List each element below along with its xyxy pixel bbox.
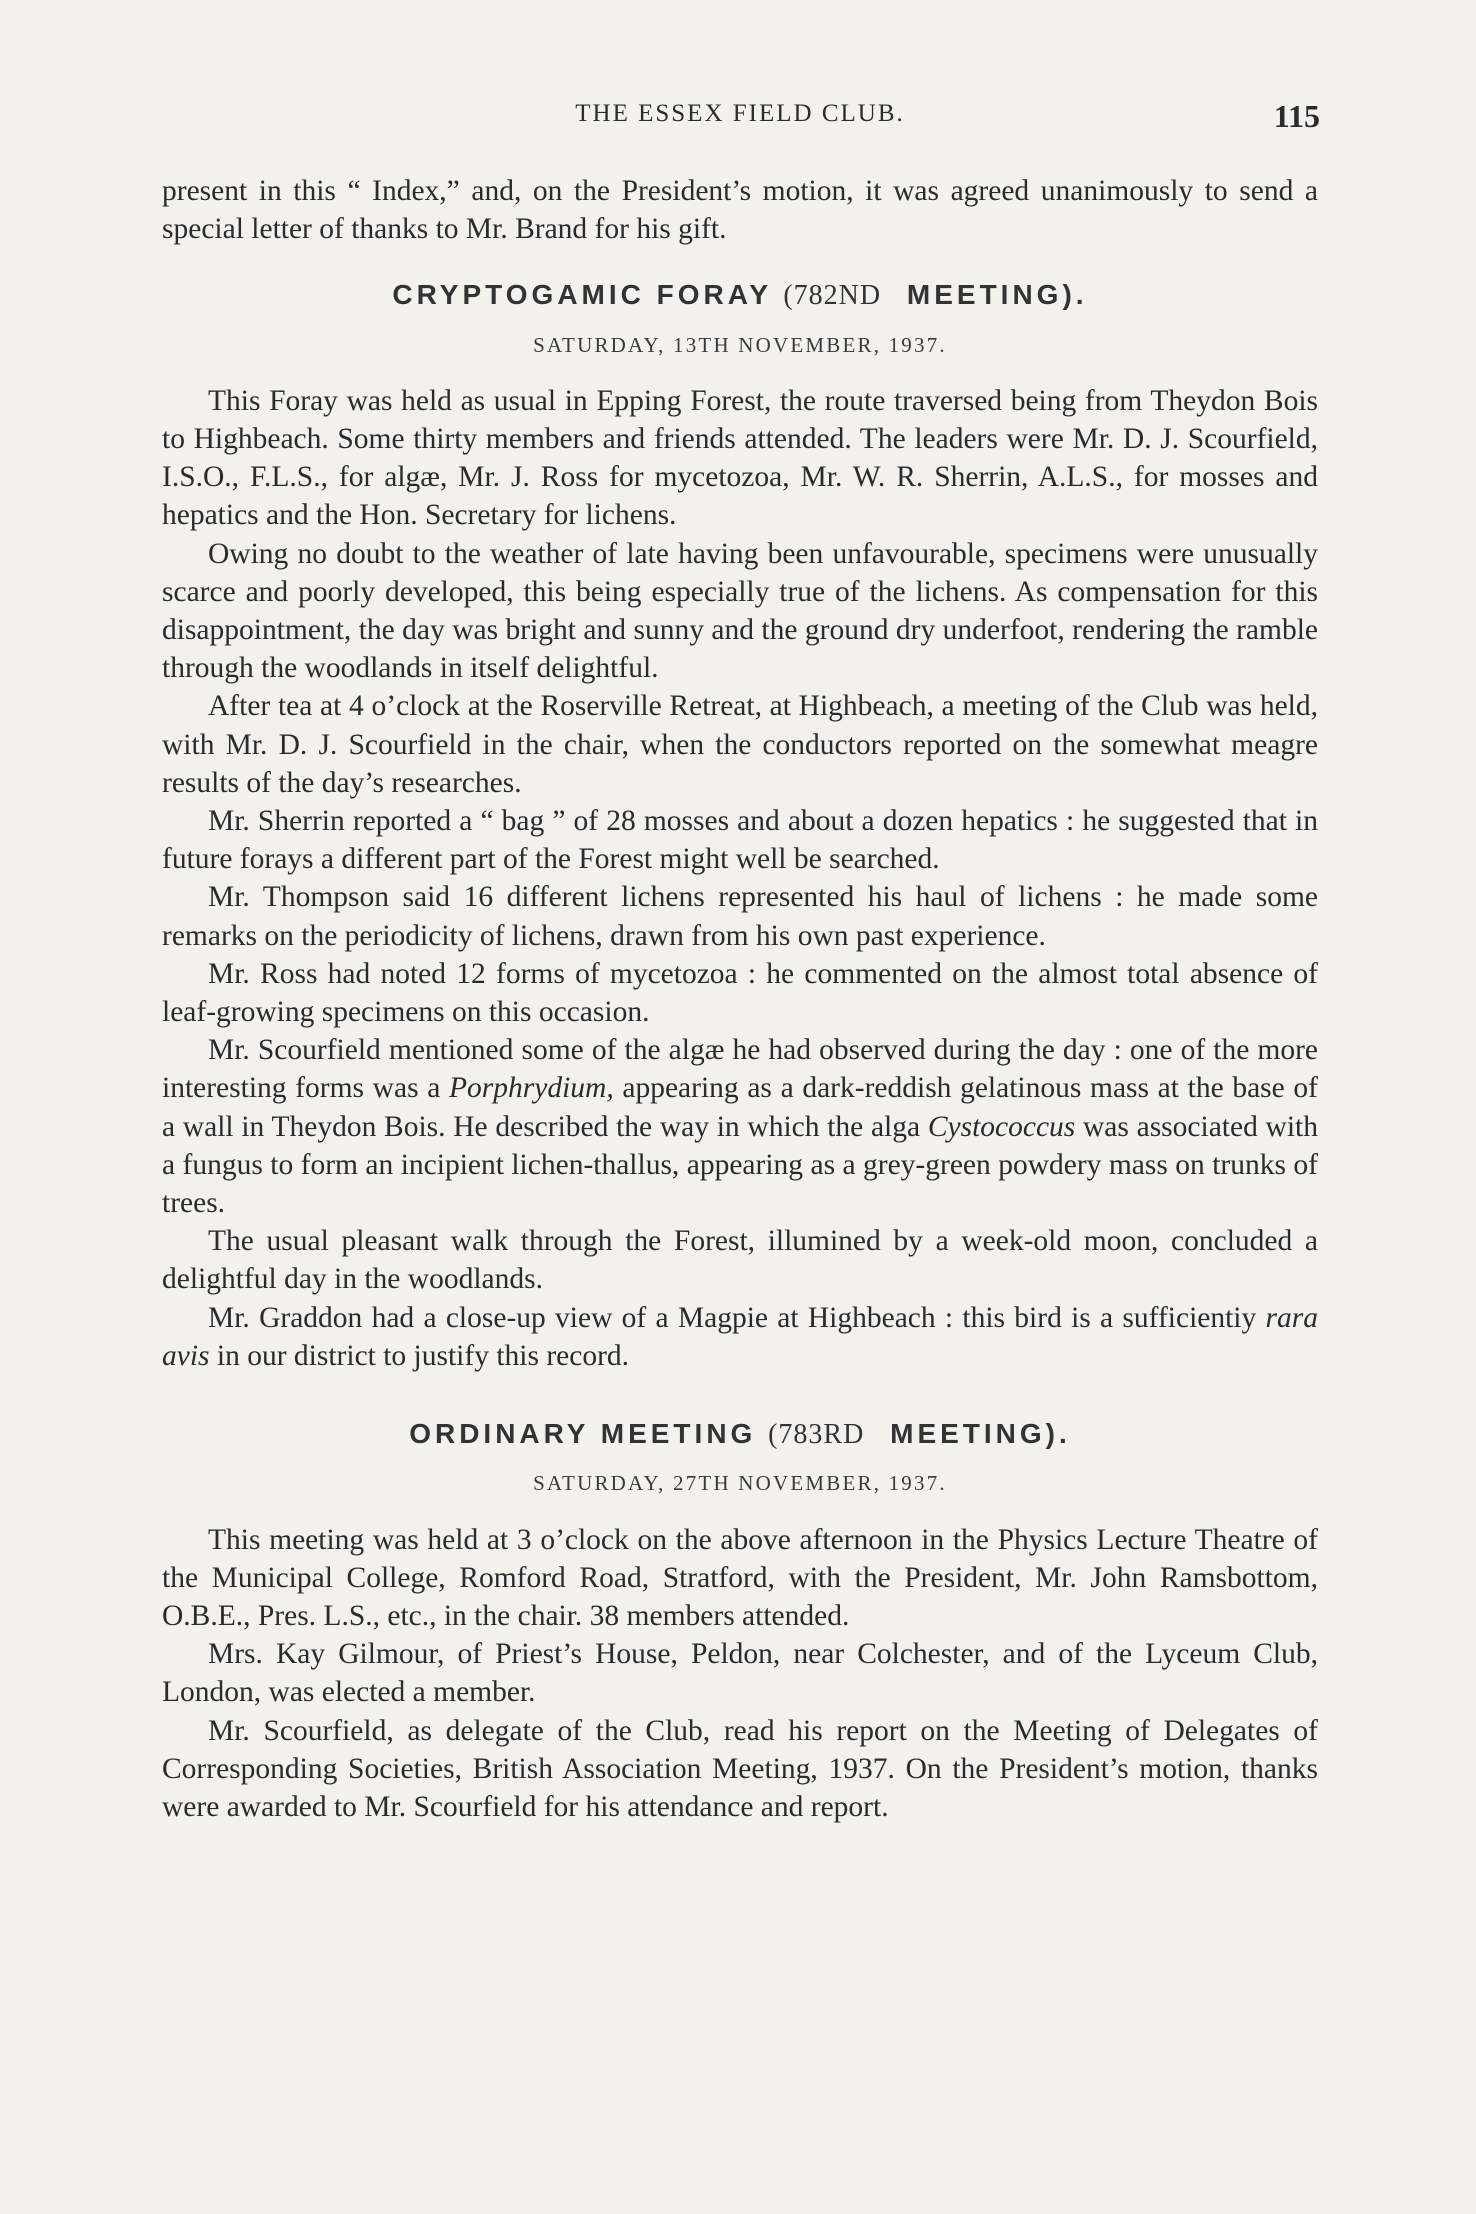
- paragraph: Mr. Scourfield, as delegate of the Club, read his report on the Meeting of Delegates of Corresponding Societies, British Association Meeting, 1937. On the President’s motion, thanks were awarded to Mr. Scourfield for his attendance and report.: [162, 1714, 1318, 1823]
- section-heading-title: CRYPTOGAMIC FORAY: [392, 279, 772, 311]
- taxon-name: Porphrydium,: [449, 1072, 614, 1105]
- meeting-number: (782ND: [783, 280, 882, 312]
- meeting-word: MEETING).: [906, 279, 1088, 311]
- text-run: Mr. Scourfield mentioned some of the algæ he had observed during the day : one of the more interesting forms was a: [162, 1034, 1318, 1105]
- text-run: appearing as a dark-reddish gelatinous mass at the base of a wall in Theydon Bois. He described the way in which the alga: [162, 1072, 1318, 1143]
- section-ordinary-meeting: [162, 1415, 1318, 1826]
- page-body: [162, 172, 1318, 1826]
- paragraph: Mr. Thompson said 16 different lichens represented his haul of lichens : he made some remarks on the periodicity of lichens, drawn from his own past experience.: [162, 881, 1318, 952]
- meeting-number: (783RD: [768, 1419, 865, 1451]
- paragraph-magpie: [162, 1299, 1318, 1375]
- paragraph: Mrs. Kay Gilmour, of Priest’s House, Peldon, near Colchester, and of the Lyceum Club, London, was elected a member.: [162, 1638, 1318, 1709]
- paragraph: This meeting was held at 3 o’clock on the above afternoon in the Physics Lecture Theatre of the Municipal College, Romford Road, Stratford, with the President, Mr. John Ramsbottom, O.B.E., Pres. L.S., etc., in the chair. 38 members attended.: [162, 1523, 1318, 1632]
- section-heading: [162, 276, 1318, 315]
- running-title: THE ESSEX FIELD CLUB.: [575, 100, 905, 127]
- latin-phrase: rara avis: [162, 1301, 1318, 1372]
- section-cryptogamic-foray: [162, 276, 1318, 1375]
- text-run: Mr. Graddon had a close-up view of a Magpie at Highbeach : this bird is a sufficientiy: [208, 1301, 1266, 1334]
- page-number: 115: [1273, 98, 1320, 134]
- paragraph: Mr. Sherrin reported a “ bag ” of 28 mosses and about a dozen hepatics : he suggested that in future forays a different part of the Forest might well be searched.: [162, 805, 1318, 876]
- paragraph: Owing no doubt to the weather of late having been unfavourable, specimens were unusually scarce and poorly developed, this being especially true of the lichens. As compensation for this disappointment, the day was bright and sunny and the ground dry underfoot, rendering the ramble through the woodlands in itself delightful.: [162, 537, 1318, 685]
- meeting-date: SATURDAY, 13TH NOVEMBER, 1937.: [533, 332, 947, 357]
- section-heading: [162, 1415, 1318, 1454]
- paragraph: The usual pleasant walk through the Forest, illumined by a week-old moon, concluded a delightful day in the woodlands.: [162, 1225, 1318, 1296]
- taxon-name: Cystococcus: [927, 1110, 1076, 1143]
- paragraph: This Foray was held as usual in Epping Forest, the route traversed being from Theydon Bois to Highbeach. Some thirty members and friends attended. The leaders were Mr. D. J. Scourfield, I.S.O., F.L.S., for algæ, Mr. J. Ross for mycetozoa, Mr. W. R. Sherrin, A.L.S., for mosses and hepatics and the Hon. Secretary for lichens.: [162, 384, 1318, 532]
- intro-paragraph: present in this “ Index,” and, on the President’s motion, it was agreed unanimously to send a special letter of thanks to Mr. Brand for his gift.: [162, 175, 1318, 246]
- text-run: was associated with a fungus to form an incipient lichen-thallus, appearing as a grey-green powdery mass on trunks of trees.: [162, 1110, 1318, 1220]
- section-heading-title: ORDINARY MEETING: [409, 1418, 757, 1450]
- running-head: [160, 100, 1320, 144]
- meeting-word: MEETING).: [890, 1418, 1071, 1450]
- paragraph-scourfield: [162, 1031, 1318, 1222]
- paragraph: After tea at 4 o’clock at the Roserville Retreat, at Highbeach, a meeting of the Club was held, with Mr. D. J. Scourfield in the chair, when the conductors reported on the somewhat meagre results of the day’s researches.: [162, 690, 1318, 799]
- meeting-date: SATURDAY, 27TH NOVEMBER, 1937.: [533, 1471, 947, 1496]
- text-run: in our district to justify this record.: [209, 1339, 630, 1372]
- paragraph: Mr. Ross had noted 12 forms of mycetozoa : he commented on the almost total absence of leaf-growing specimens on this occasion.: [162, 957, 1318, 1029]
